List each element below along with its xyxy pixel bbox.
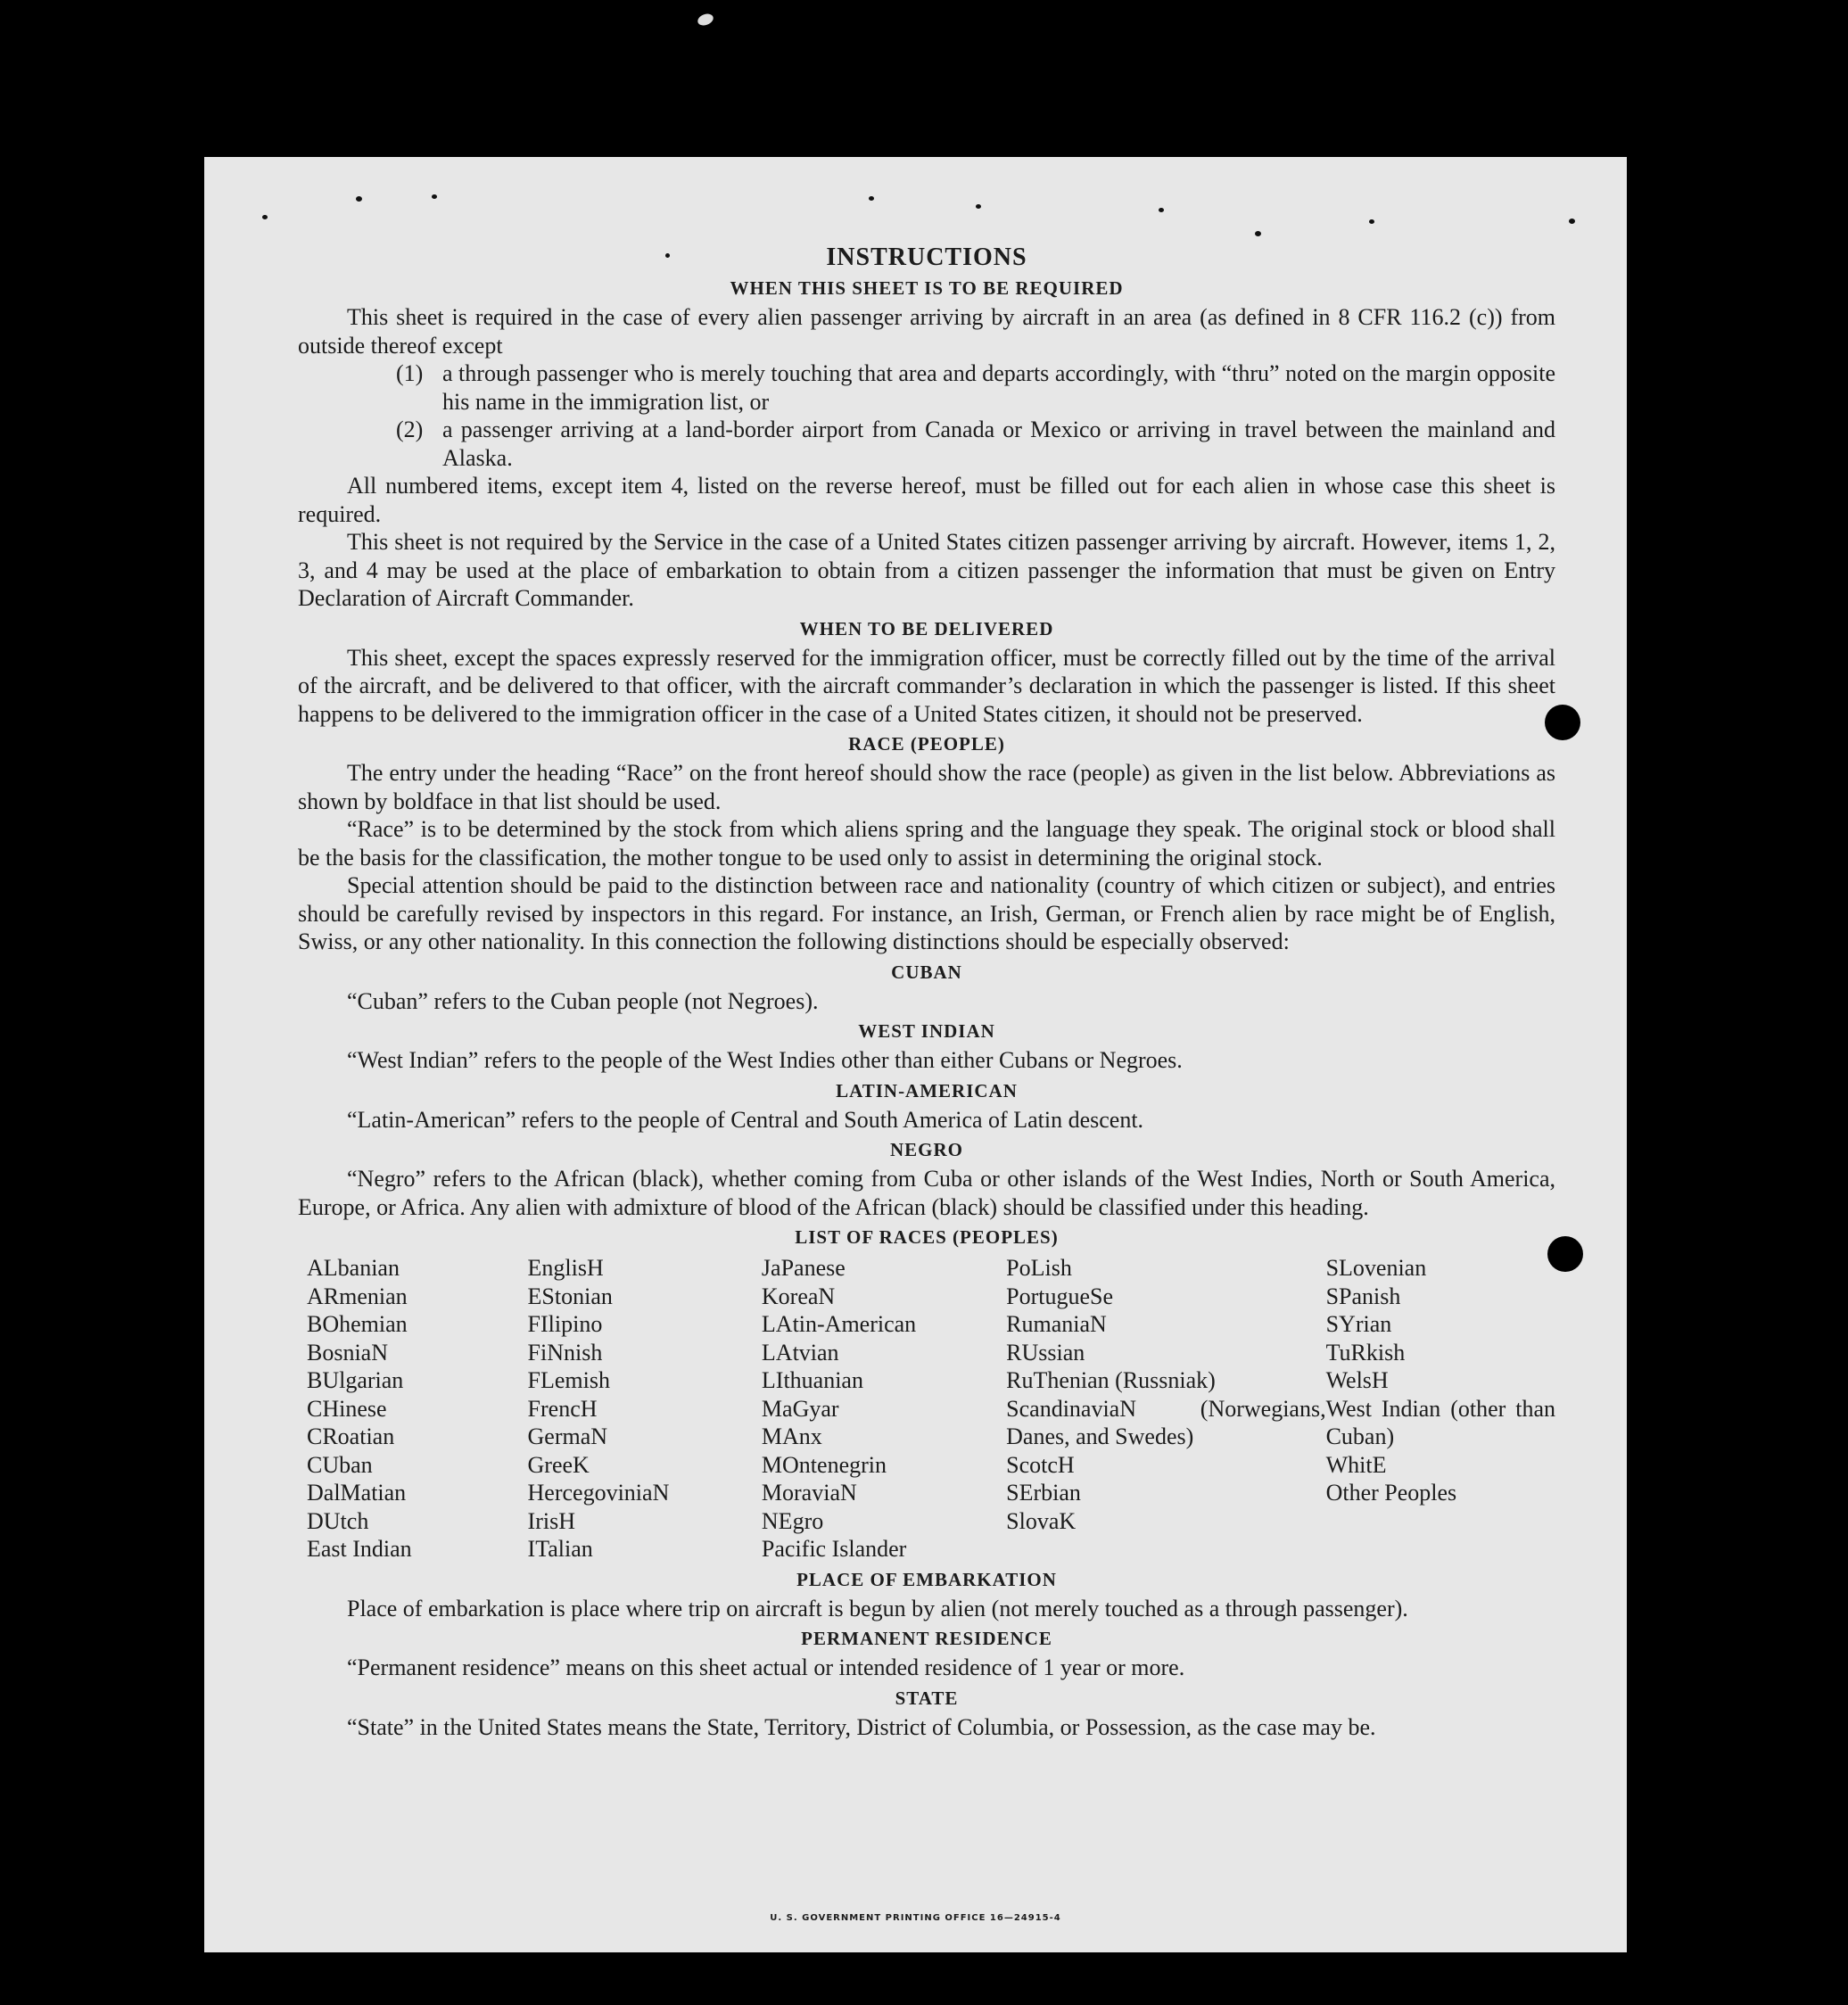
paragraph: “State” in the United States means the State, Territory, District of Columbia, or Possession, as the case may be. <box>347 1713 1376 1740</box>
race-entry: SlovaK <box>1006 1507 1077 1534</box>
race-entry: ITalian <box>527 1536 593 1562</box>
race-entry: SLovenian <box>1325 1255 1427 1281</box>
paragraph: “Permanent residence” means on this sheet actual or intended residence of 1 year or more. <box>347 1654 1185 1680</box>
ink-speck <box>432 194 437 199</box>
film-speck <box>696 12 714 27</box>
paragraph: This sheet is required in the case of every alien passenger arriving by aircraft in an area (as defined in 8 CFR 116.2 (c)) from outside thereof except <box>298 304 1555 359</box>
section-heading: WHEN THIS SHEET IS TO BE REQUIRED <box>730 277 1124 299</box>
paragraph: This sheet is not required by the Service in the case of a United States citizen passenger arriving by aircraft. However, items 1, 2, 3, and 4 may be used at the place of embarkation to obtain from a citizen passenger the information that must be given on Entry Declaration of Aircraft Commander. <box>298 529 1555 611</box>
race-entry: RUssian <box>1006 1339 1085 1366</box>
race-entry: MOntenegrin <box>761 1451 887 1478</box>
race-entry: MaGyar <box>761 1395 839 1422</box>
ink-speck <box>262 215 268 219</box>
ink-speck <box>1255 231 1261 236</box>
page-title: INSTRUCTIONS <box>826 243 1027 271</box>
race-entry: BUlgarian <box>307 1367 404 1393</box>
race-entry: BOhemian <box>307 1311 408 1337</box>
paragraph: “Race” is to be determined by the stock from which aliens spring and the language they speak. The original stock or blood shall be the basis for the classification, the mother tongue to be used only to assist in determining the original stock. <box>298 816 1555 870</box>
race-entry: WelsH <box>1325 1367 1389 1393</box>
instructions-body <box>298 243 1555 1741</box>
paragraph: “Latin-American” refers to the people of Central and South America of Latin descent. <box>347 1106 1144 1133</box>
paragraph: “Cuban” refers to the Cuban people (not Negroes). <box>347 987 819 1014</box>
paragraph: All numbered items, except item 4, listed on the reverse hereof, must be filled out for each alien in whose case this sheet is required. <box>298 473 1555 527</box>
race-entry: ScotcH <box>1006 1451 1075 1478</box>
race-entry: East Indian <box>307 1536 412 1562</box>
race-entry: ScandinaviaN (Norwegians, Danes, and Swedes) <box>1006 1395 1326 1449</box>
races-column <box>762 1254 1006 1564</box>
race-entry: RumaniaN <box>1006 1311 1107 1337</box>
paragraph: This sheet, except the spaces expressly reserved for the immigration officer, must be correctly filled out by the time of the arrival of the aircraft, and be delivered to that officer, with the aircraft commander’s declaration in which the passenger is listed. If this sheet happens to be delivered to the immigration officer in the case of a United States citizen, it should not be preserved. <box>298 644 1555 727</box>
item-text: a through passenger who is merely touching that area and departs accordingly, with “thru” noted on the margin opposite his name in the immigration list, or <box>442 360 1555 415</box>
item-text: a passenger arriving at a land-border airport from Canada or Mexico or arriving in travel between the mainland and Alaska. <box>442 417 1555 471</box>
section-heading: WHEN TO BE DELIVERED <box>799 617 1054 639</box>
race-entry: PoLish <box>1006 1255 1072 1281</box>
race-entry: HercegoviniaN <box>527 1480 670 1506</box>
race-entry: FrencH <box>527 1395 598 1422</box>
race-entry: WhitE <box>1325 1451 1387 1478</box>
race-entry: MAnx <box>761 1423 822 1449</box>
printer-imprint: U. S. GOVERNMENT PRINTING OFFICE 16—24915-4 <box>770 1913 1061 1923</box>
race-entry: RuThenian (Russniak) <box>1006 1367 1216 1393</box>
race-entry: SErbian <box>1006 1480 1081 1506</box>
ink-speck <box>1569 219 1575 224</box>
race-entry: NEgro <box>761 1507 824 1534</box>
ink-speck <box>869 196 874 201</box>
races-column <box>528 1254 762 1564</box>
race-entry: EnglisH <box>527 1255 604 1281</box>
races-list <box>307 1254 1555 1564</box>
race-entry: PortugueSe <box>1006 1283 1114 1309</box>
paragraph: Place of embarkation is place where trip on aircraft is begun by alien (not merely touched as a through passenger). <box>347 1595 1408 1621</box>
list-item <box>298 416 1555 472</box>
item-number: (2) <box>396 417 424 442</box>
races-column <box>1006 1254 1325 1564</box>
paragraph: The entry under the heading “Race” on the front hereof should show the race (people) as given in the list below. Abbreviations as shown by boldface in that list should be used. <box>298 760 1555 814</box>
ink-speck <box>1159 208 1164 212</box>
race-entry: GreeK <box>527 1451 590 1478</box>
race-entry: FLemish <box>527 1367 610 1393</box>
item-number: (1) <box>396 360 424 386</box>
race-entry: BosniaN <box>307 1339 388 1366</box>
race-entry: Other Peoples <box>1325 1480 1457 1506</box>
section-heading: RACE (PEOPLE) <box>848 733 1005 755</box>
race-entry: ARmenian <box>307 1283 408 1309</box>
section-heading: PLACE OF EMBARKATION <box>796 1568 1057 1590</box>
race-entry: FiNnish <box>527 1339 603 1366</box>
race-entry: ALbanian <box>307 1255 400 1281</box>
race-entry: SPanish <box>1325 1283 1401 1309</box>
race-entry: West Indian (other than Cuban) <box>1325 1395 1555 1449</box>
race-entry: DalMatian <box>307 1480 407 1506</box>
section-heading: PERMANENT RESIDENCE <box>801 1628 1052 1649</box>
race-entry: EStonian <box>527 1283 613 1309</box>
list-item <box>298 359 1555 416</box>
race-entry: LAtvian <box>761 1339 839 1366</box>
section-heading: LATIN-AMERICAN <box>836 1079 1018 1102</box>
race-entry: Pacific Islander <box>761 1536 907 1562</box>
race-entry: CUban <box>307 1451 373 1478</box>
paragraph: “Negro” refers to the African (black), whether coming from Cuba or other islands of the West Indies, North or South America, Europe, or Africa. Any alien with admixture of blood of the African (black) should be classified under this heading. <box>298 1166 1555 1220</box>
ink-speck <box>1369 219 1374 224</box>
races-column <box>1326 1254 1555 1564</box>
paragraph: “West Indian” refers to the people of the West Indies other than either Cubans or Negroes. <box>347 1047 1183 1073</box>
section-heading: NEGRO <box>889 1139 963 1160</box>
race-entry: SYrian <box>1325 1311 1392 1337</box>
ink-speck <box>356 196 362 202</box>
race-entry: MoraviaN <box>761 1480 857 1506</box>
paragraph: Special attention should be paid to the distinction between race and nationality (country of which citizen or subject), and entries should be carefully revised by inspectors in this regard. For instance, an Irish, German, or French alien by race might be of English, Swiss, or any other nationality. In this connection the following distinctions should be especially observed: <box>298 872 1555 954</box>
race-entry: CHinese <box>307 1395 387 1422</box>
race-entry: GermaN <box>527 1423 608 1449</box>
race-entry: FIlipino <box>527 1311 603 1337</box>
section-heading: WEST INDIAN <box>858 1020 995 1042</box>
race-entry: TuRkish <box>1325 1339 1406 1366</box>
section-heading: CUBAN <box>891 961 962 983</box>
section-heading: STATE <box>895 1687 959 1709</box>
document-page <box>204 157 1627 1952</box>
race-entry: DUtch <box>307 1507 369 1534</box>
race-entry: CRoatian <box>307 1423 395 1449</box>
race-entry: LIthuanian <box>761 1367 863 1393</box>
race-entry: KoreaN <box>761 1283 836 1309</box>
race-entry: IrisH <box>527 1507 575 1534</box>
section-heading: LIST OF RACES (PEOPLES) <box>795 1226 1059 1248</box>
races-column <box>307 1254 528 1564</box>
race-entry: LAtin-American <box>761 1311 917 1337</box>
ink-speck <box>976 204 981 209</box>
race-entry: JaPanese <box>761 1255 846 1281</box>
